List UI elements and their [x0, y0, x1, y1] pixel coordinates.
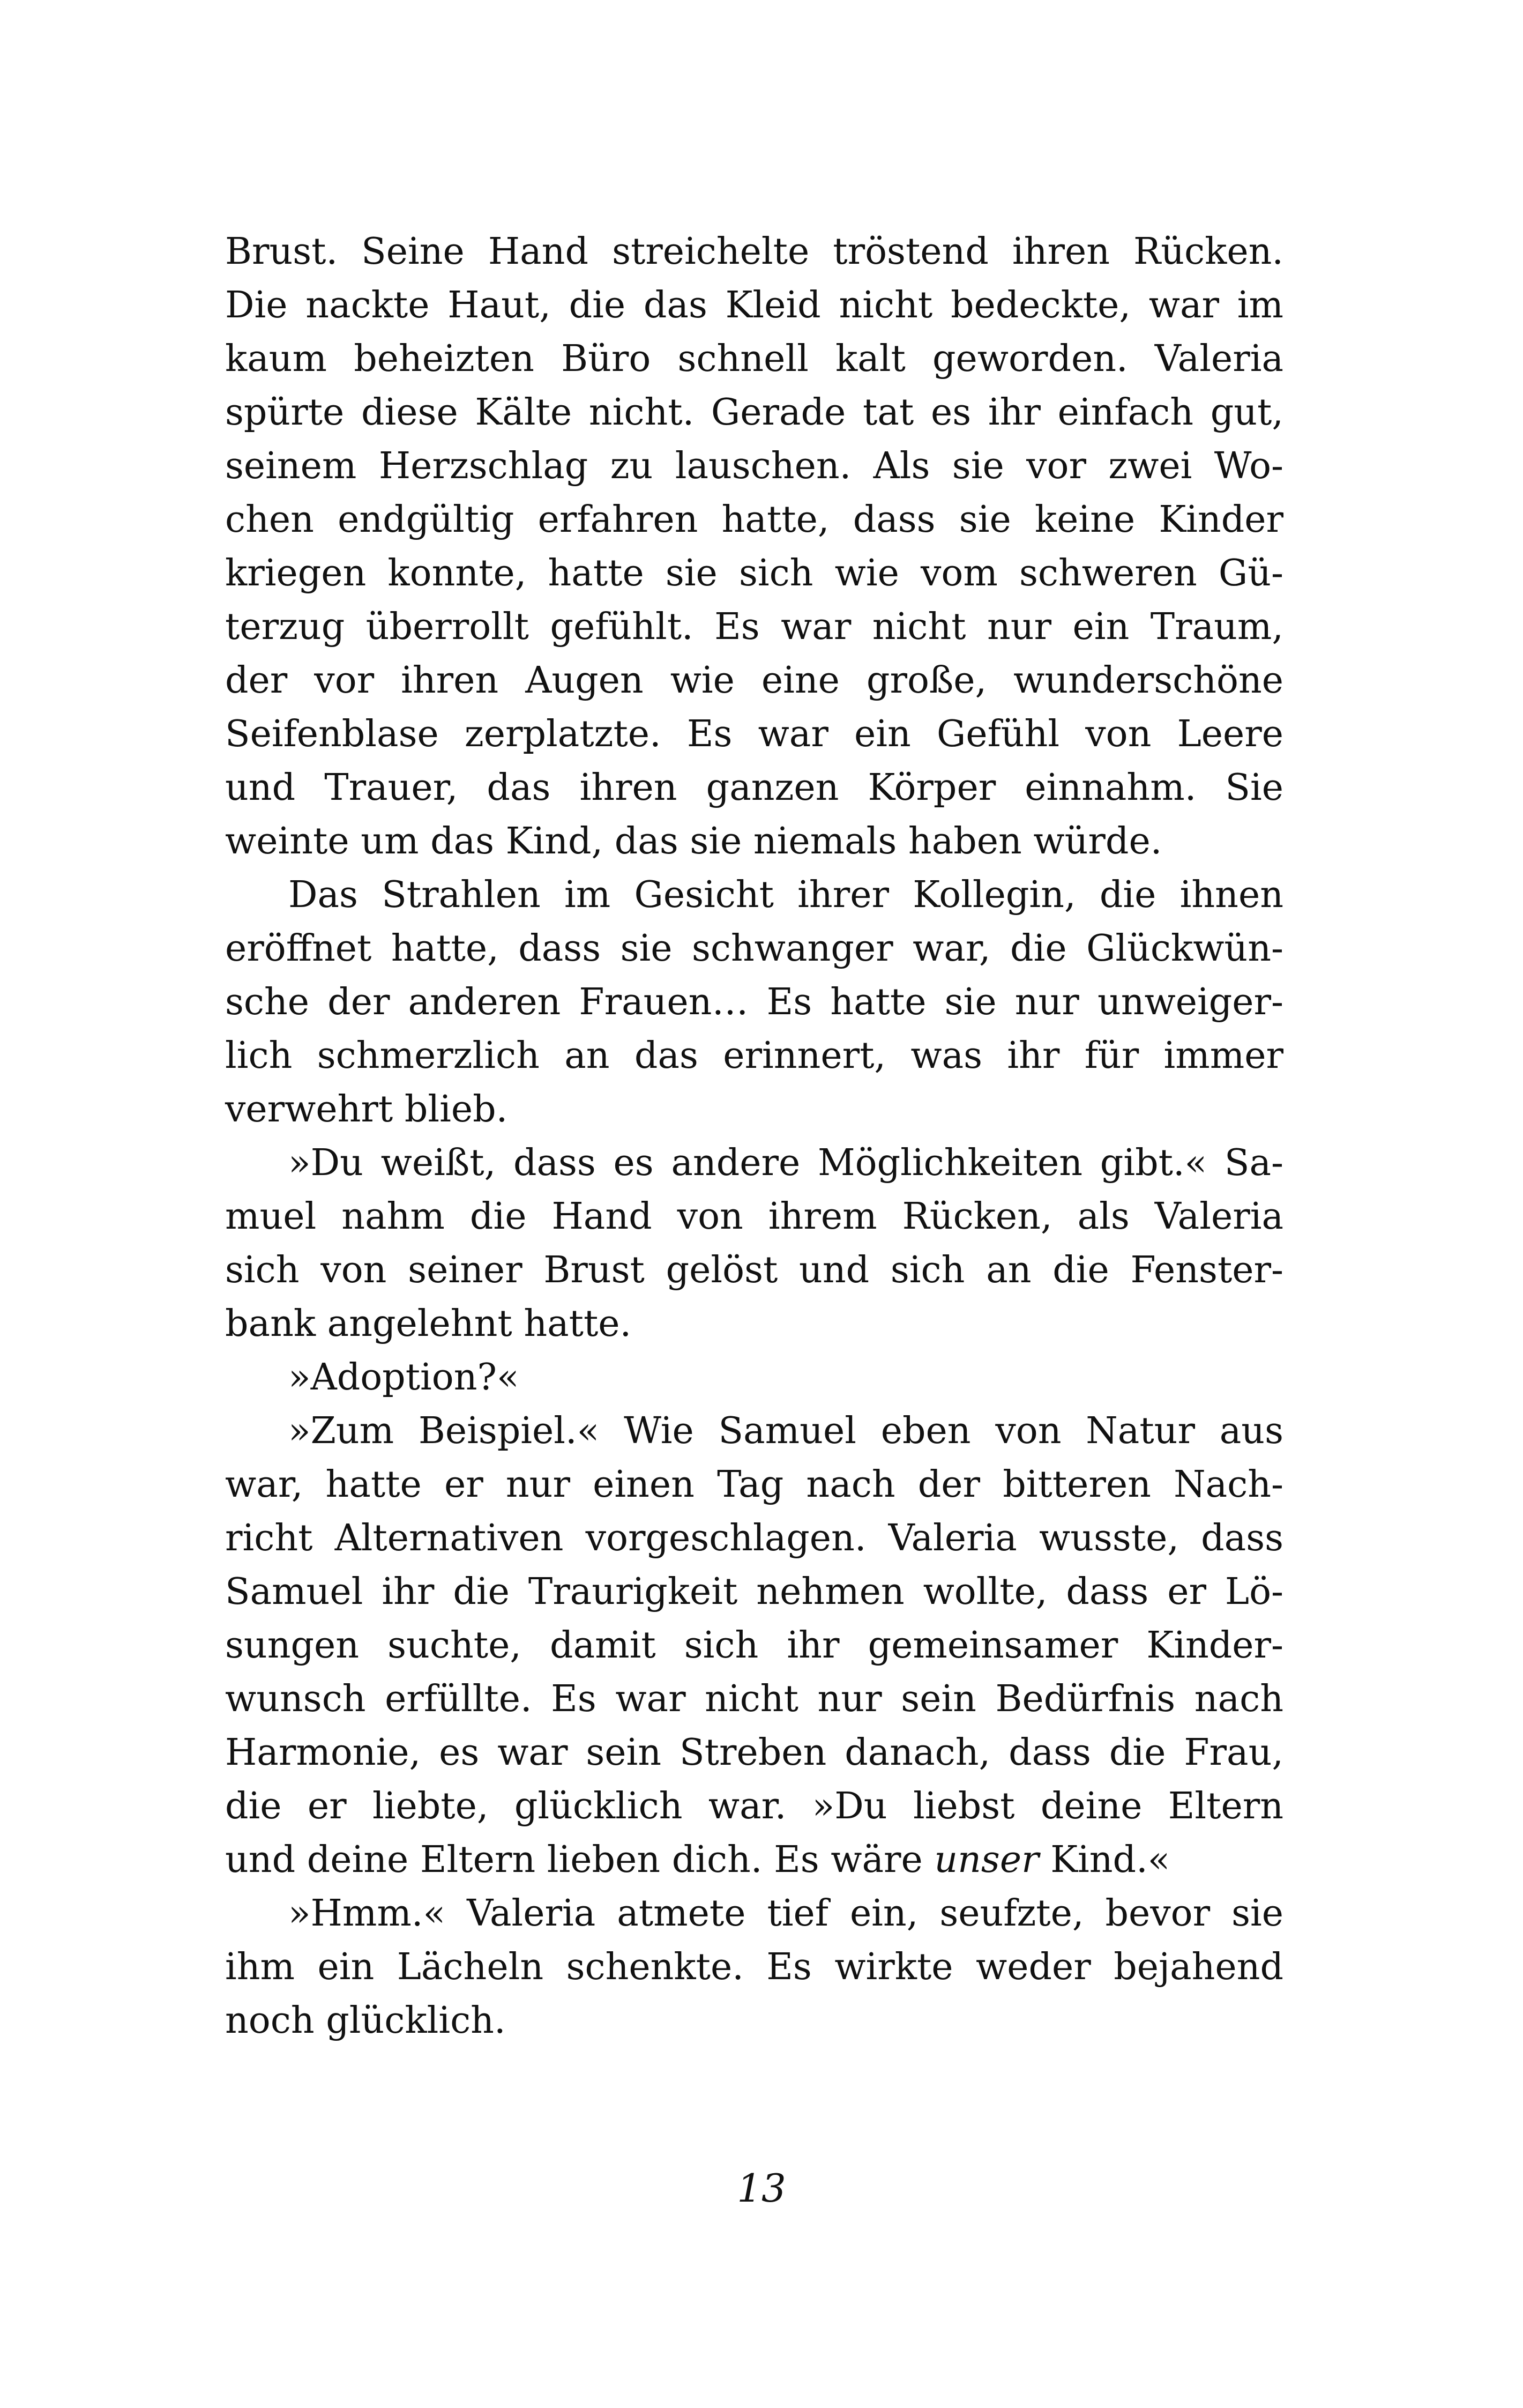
text-line: spürte diese Kälte nicht. Gerade tat es ihr einfach gut, [225, 391, 1283, 434]
text-line: »Du weißt, dass es andere Möglichkeiten gibt.« Sa- [288, 1142, 1283, 1184]
text-line: noch glücklich. [225, 2000, 506, 2042]
text-line: bank angelehnt hatte. [225, 1303, 632, 1345]
text-line: Brust. Seine Hand streichelte tröstend ihren Rücken. [225, 231, 1283, 273]
text-line: terzug überrollt gefühlt. Es war nicht nur ein Traum, [225, 606, 1283, 648]
page-number: 13 [737, 2166, 786, 2211]
italic-word: unser [934, 1839, 1039, 1881]
text-line: »Zum Beispiel.« Wie Samuel eben von Natur aus [288, 1410, 1283, 1452]
text-line: und deine Eltern lieben dich. Es wäre unser Kind.« [225, 1839, 1170, 1881]
text-line: Das Strahlen im Gesicht ihrer Kollegin, die ihnen [288, 874, 1283, 916]
text-line: seinem Herzschlag zu lauschen. Als sie vor zwei Wo- [225, 445, 1283, 487]
text-line: ihm ein Lächeln schenkte. Es wirkte weder bejahend [225, 1946, 1283, 1988]
text-line: wunsch erfüllte. Es war nicht nur sein Bedürfnis nach [225, 1678, 1283, 1720]
text-line: weinte um das Kind, das sie niemals haben würde. [225, 820, 1162, 863]
text-line: kriegen konnte, hatte sie sich wie vom schweren Gü- [225, 552, 1283, 594]
text-line: kaum beheizten Büro schnell kalt geworden. Valeria [225, 338, 1283, 380]
text-line: verwehrt blieb. [225, 1088, 508, 1131]
text-line: sche der anderen Frauen… Es hatte sie nur unweiger- [225, 981, 1283, 1023]
text-line: »Hmm.« Valeria atmete tief ein, seufzte, bevor sie [288, 1892, 1283, 1935]
text-line: Seifenblase zerplatzte. Es war ein Gefühl von Leere [225, 713, 1283, 755]
text-line: richt Alternativen vorgeschlagen. Valeria wusste, dass [225, 1517, 1283, 1559]
text-line: »Adoption?« [288, 1356, 519, 1399]
text-line: eröffnet hatte, dass sie schwanger war, die Glückwün- [225, 927, 1283, 970]
text-line: Samuel ihr die Traurigkeit nehmen wollte, dass er Lö- [225, 1571, 1283, 1613]
body-text [225, 225, 1283, 2048]
text-line: Die nackte Haut, die das Kleid nicht bedeckte, war im [225, 284, 1283, 326]
text-line: und Trauer, das ihren ganzen Körper einnahm. Sie [225, 767, 1283, 809]
text-line: Harmonie, es war sein Streben danach, dass die Frau, [225, 1731, 1283, 1774]
text-line: lich schmerzlich an das erinnert, was ihr für immer [225, 1035, 1283, 1077]
text-line: sungen suchte, damit sich ihr gemeinsamer Kinder- [225, 1624, 1283, 1667]
text-line: chen endgültig erfahren hatte, dass sie keine Kinder [225, 499, 1283, 541]
text-line: die er liebte, glücklich war. »Du liebst deine Eltern [225, 1785, 1283, 1827]
text-line: war, hatte er nur einen Tag nach der bitteren Nach- [225, 1463, 1283, 1506]
text-line: sich von seiner Brust gelöst und sich an die Fenster- [225, 1249, 1283, 1291]
text-line: der vor ihren Augen wie eine große, wunderschöne [225, 659, 1283, 702]
text-line: muel nahm die Hand von ihrem Rücken, als Valeria [225, 1195, 1283, 1238]
